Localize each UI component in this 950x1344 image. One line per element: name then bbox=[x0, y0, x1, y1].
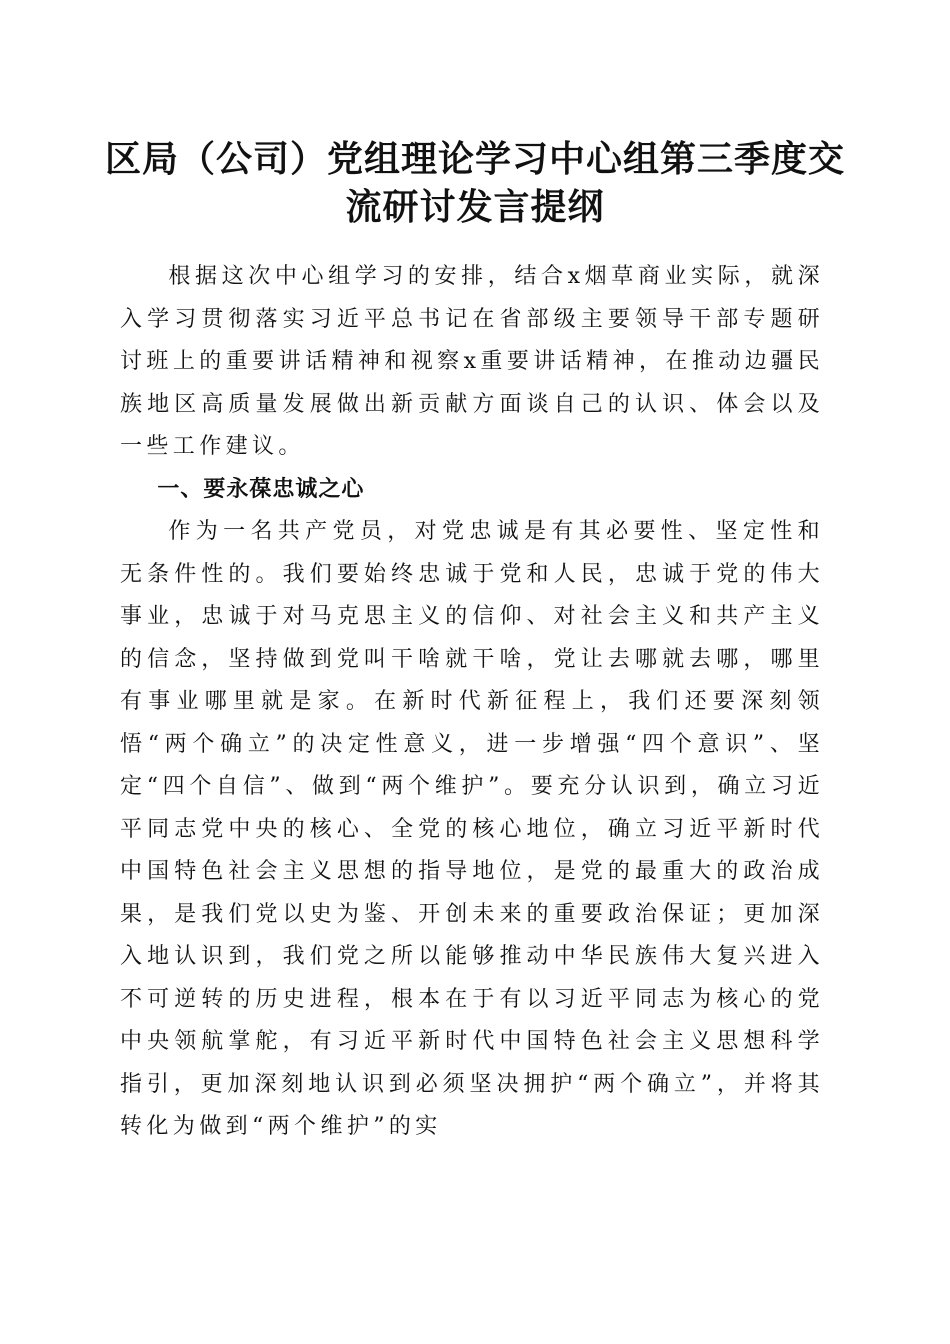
document-body bbox=[120, 256, 824, 1149]
title-line-2: 流研讨发言提纲 bbox=[345, 187, 605, 228]
document-title bbox=[100, 136, 850, 232]
section-paragraph-1: 作为一名共产党员，对党忠诚是有其必要性、坚定性和无条件性的。我们要始终忠诚于党和人民，忠诚于党的伟大事业，忠诚于对马克思主义的信仰、对社会主义和共产主义的信念，坚持做到党叫干啥就干啥，党让去哪就去哪，哪里有事业哪里就是家。在新时代新征程上，我们还要深刻领悟“两个确立”的决定性意义，进一步增强“四个意识”、坚定“四个自信”、做到“两个维护”。要充分认识到，确立习近平同志党中央的核心、全党的核心地位，确立习近平新时代中国特色社会主义思想的指导地位，是党的最重大的政治成果，是我们党以史为鉴、开创未来的重要政治保证；更加深入地认识到，我们党之所以能够推动中华民族伟大复兴进入不可逆转的历史进程，根本在于有以习近平同志为核心的党中央领航掌舵，有习近平新时代中国特色社会主义思想科学指引，更加深刻地认识到必须坚决拥护“两个确立”，并将其转化为做到“两个维护”的实 bbox=[120, 519, 824, 1139]
section-heading-1: 一、要永葆忠诚之心 bbox=[157, 476, 365, 502]
title-line-1: 区局（公司）党组理论学习中心组第三季度交 bbox=[104, 139, 845, 180]
intro-paragraph: 根据这次中心组学习的安排，结合x烟草商业实际，就深入学习贯彻落实习近平总书记在省部级主要领导干部专题研讨班上的重要讲话精神和视察x重要讲话精神，在推动边疆民族地区高质量发展做出新贡献方面谈自己的认识、体会以及一些工作建议。 bbox=[120, 264, 824, 459]
